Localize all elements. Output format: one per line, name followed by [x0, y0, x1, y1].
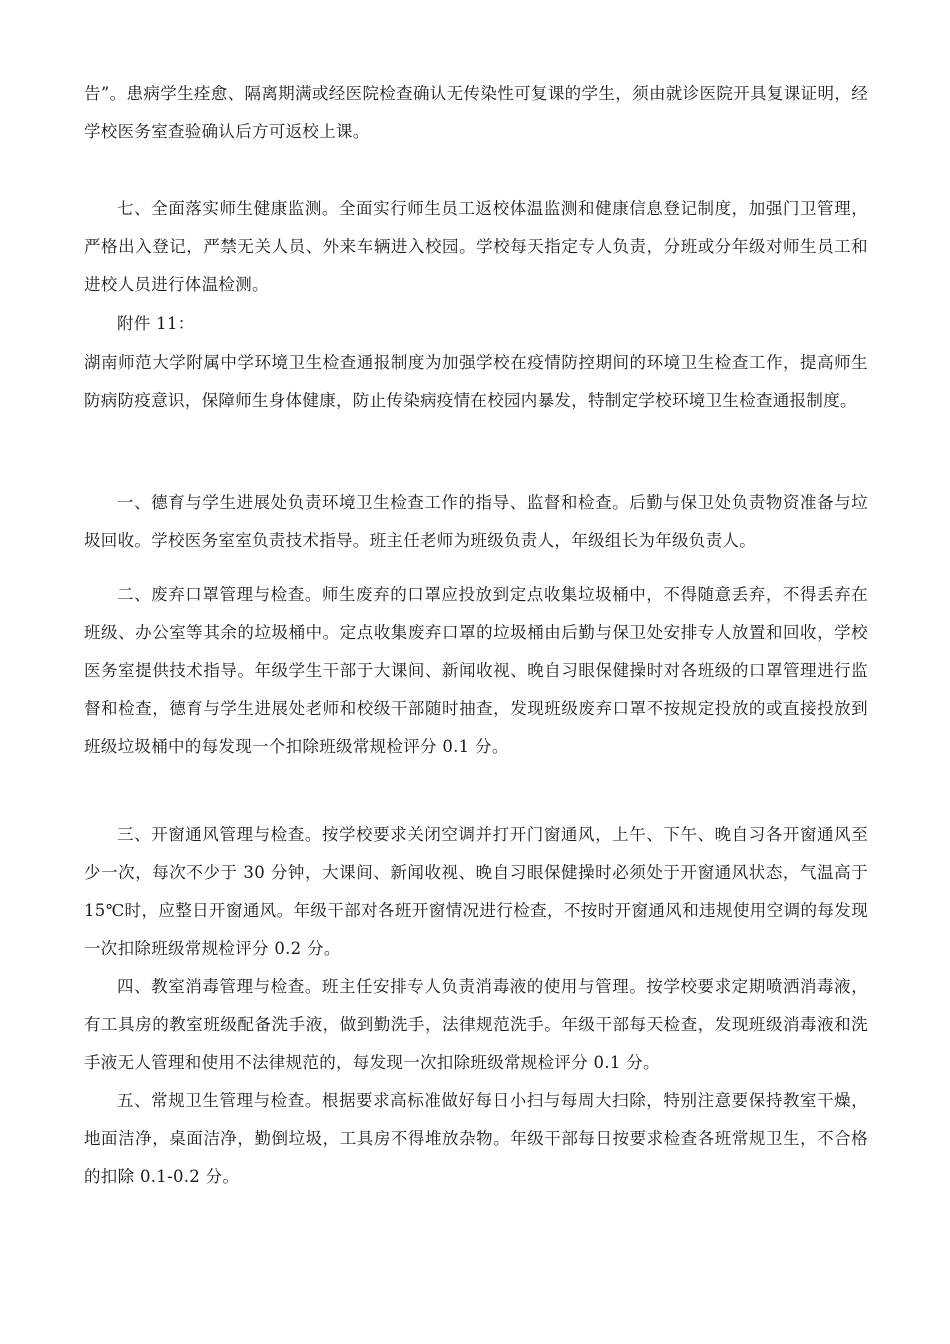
- paragraph-item-4: 四、教室消毒管理与检查。班主任安排专人负责消毒液的使用与管理。按学校要求定期喷洒消毒液，有工具房的教室班级配备洗手液，做到勤洗手，法律规范洗手。年级干部每天检查，发现班级消毒液和洗手液无人管理和使用不法律规范的，每发现一次扣除班级常规检评分 0.1 分。: [84, 977, 868, 1072]
- paragraph-item-5: 五、常规卫生管理与检查。根据要求高标准做好每日小扫与每周大扫除，特别注意要保持教室干燥，地面洁净，桌面洁净，勤倒垃圾，工具房不得堆放杂物。年级干部每日按要求检查各班常规卫生，不合格的扣除 0.1-0.2 分。: [84, 1091, 868, 1186]
- paragraph-item-3: 三、开窗通风管理与检查。按学校要求关闭空调并打开门窗通风，上午、下午、晚自习各开窗通风至少一次，每次不少于 30 分钟，大课间、新闻收视、晚自习眼保健操时必须处于开窗通风状态，气温高于 15℃时，应整日开窗通风。年级干部对各班开窗情况进行检查，不按时开窗通风和违规使用空调的每发现一次扣除班级常规检评分 0.2 分。: [84, 825, 868, 958]
- paragraph-item-2: 二、废弃口罩管理与检查。师生废弃的口罩应投放到定点收集垃圾桶中，不得随意丢弃，不得丢弃在班级、办公室等其余的垃圾桶中。定点收集废弃口罩的垃圾桶由后勤与保卫处安排专人放置和回收，学校医务室提供技术指导。年级学生干部于大课间、新闻收视、晚自习眼保健操时对各班级的口罩管理进行监督和检查，德育与学生进展处老师和校级干部随时抽查，发现班级废弃口罩不按规定投放的或直接投放到班级垃圾桶中的每发现一个扣除班级常规检评分 0.1 分。: [84, 585, 868, 756]
- paragraph-item-1: 一、德育与学生进展处负责环境卫生检查工作的指导、监督和检查。后勤与保卫处负责物资准备与垃圾回收。学校医务室室负责技术指导。班主任老师为班级负责人，年级组长为年级负责人。: [84, 493, 868, 550]
- attachment-label: 附件 11：: [117, 314, 195, 333]
- paragraph-continuation: 告”。患病学生痊愈、隔离期满或经医院检查确认无传染性可复课的学生，须由就诊医院开具复课证明，经学校医务室查验确认后方可返校上课。: [84, 84, 868, 141]
- paragraph-inspection-title: 湖南师范大学附属中学环境卫生检查通报制度为加强学校在疫情防控期间的环境卫生检查工作，提高师生防病防疫意识，保障师生身体健康，防止传染病疫情在校园内暴发，特制定学校环境卫生检查通报制度。: [84, 353, 868, 410]
- paragraph-health-monitoring: 七、全面落实师生健康监测。全面实行师生员工返校体温监测和健康信息登记制度，加强门卫管理，严格出入登记，严禁无关人员、外来车辆进入校园。学校每天指定专人负责，分班或分年级对师生员工和进校人员进行体温检测。: [84, 199, 868, 294]
